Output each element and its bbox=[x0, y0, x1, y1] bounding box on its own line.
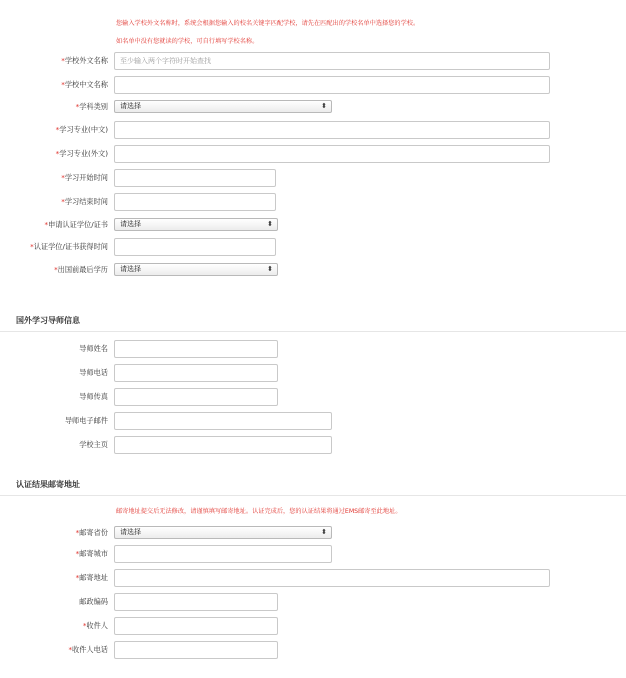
label-study-end: 学习结束时间 bbox=[64, 197, 108, 206]
label-mail-province: 邮寄省份 bbox=[79, 528, 108, 537]
label-tutor-name: 导师姓名 bbox=[79, 344, 108, 353]
row-tutor-phone bbox=[0, 364, 626, 382]
tutor-section-divider bbox=[0, 331, 626, 332]
degree-obtained-input[interactable] bbox=[114, 238, 276, 256]
label-tutor-email: 导师电子邮件 bbox=[64, 416, 108, 425]
label-study-start: 学习开始时间 bbox=[64, 173, 108, 182]
label-major-foreign: 学习专业(外文) bbox=[59, 149, 108, 158]
label-degree-apply: 申请认证学位/证书 bbox=[48, 220, 108, 229]
required-mark: * bbox=[82, 621, 87, 630]
label-major-cn: 学习专业(中文) bbox=[59, 125, 108, 134]
major-cn-input[interactable] bbox=[114, 121, 550, 139]
required-mark: * bbox=[44, 220, 49, 229]
study-end-input[interactable] bbox=[114, 193, 276, 211]
label-pre-abroad-edu: 出国前最后学历 bbox=[57, 265, 108, 274]
required-mark: * bbox=[75, 102, 80, 111]
row-degree-apply bbox=[0, 216, 626, 234]
row-school-chinese-name bbox=[0, 76, 626, 94]
required-mark: * bbox=[75, 549, 80, 558]
mail-city-input[interactable] bbox=[114, 545, 332, 563]
required-mark: * bbox=[54, 265, 58, 274]
label-tutor-fax: 导师传真 bbox=[79, 392, 108, 401]
row-major-cn bbox=[0, 121, 626, 139]
row-major-foreign bbox=[0, 145, 626, 163]
tutor-email-input[interactable] bbox=[114, 412, 332, 430]
required-mark: * bbox=[75, 528, 80, 537]
row-school-foreign-name bbox=[0, 52, 626, 70]
required-mark: * bbox=[61, 80, 65, 89]
tutor-fax-input[interactable] bbox=[114, 388, 278, 406]
row-recipient bbox=[0, 617, 626, 635]
required-mark: * bbox=[55, 149, 60, 158]
row-mail-province bbox=[0, 524, 626, 542]
label-mail-address: 邮寄地址 bbox=[79, 573, 108, 582]
school-name-note-1: 您输入学校外文名称时，系统会根据您输入的校名关键字匹配学校，请先在匹配出的学校名单中选择您的学校。 bbox=[116, 20, 420, 27]
required-mark: * bbox=[61, 197, 65, 206]
major-foreign-input[interactable] bbox=[114, 145, 550, 163]
mail-address-input[interactable] bbox=[114, 569, 550, 587]
tutor-phone-input[interactable] bbox=[114, 364, 278, 382]
tutor-name-input[interactable] bbox=[114, 340, 278, 358]
discipline-select-value: 请选择 bbox=[120, 102, 141, 110]
required-mark: * bbox=[61, 56, 65, 65]
tutor-section-title: 国外学习导师信息 bbox=[16, 316, 80, 325]
mail-section-divider bbox=[0, 495, 626, 496]
required-mark: * bbox=[61, 173, 65, 182]
label-school-chinese-name: 学校中文名称 bbox=[64, 80, 108, 89]
label-recipient: 收件人 bbox=[86, 621, 108, 630]
recipient-input[interactable] bbox=[114, 617, 278, 635]
row-tutor-fax bbox=[0, 388, 626, 406]
school-name-note-2: 如名单中没有您就读的学校，可自行填写学校名称。 bbox=[116, 38, 259, 45]
row-discipline bbox=[0, 98, 626, 116]
row-tutor-name bbox=[0, 340, 626, 358]
row-pre-abroad-edu bbox=[0, 261, 626, 279]
row-study-start bbox=[0, 169, 626, 187]
required-mark: * bbox=[75, 573, 80, 582]
up-down-arrows-icon: ⬍ bbox=[267, 220, 273, 228]
label-tutor-phone: 导师电话 bbox=[79, 368, 108, 377]
label-discipline: 学科类别 bbox=[79, 102, 108, 111]
recipient-phone-input[interactable] bbox=[114, 641, 278, 659]
required-mark: * bbox=[30, 242, 34, 251]
row-school-homepage bbox=[0, 436, 626, 454]
label-recipient-phone: 收件人电话 bbox=[72, 645, 108, 654]
row-degree-obtained bbox=[0, 238, 626, 256]
required-mark: * bbox=[55, 125, 60, 134]
row-recipient-phone bbox=[0, 641, 626, 659]
label-mail-city: 邮寄城市 bbox=[79, 549, 108, 558]
school-chinese-name-input[interactable] bbox=[114, 76, 550, 94]
required-mark: * bbox=[68, 645, 73, 654]
postal-code-input[interactable] bbox=[114, 593, 278, 611]
up-down-arrows-icon: ⬍ bbox=[321, 528, 327, 536]
row-mail-address bbox=[0, 569, 626, 587]
row-study-end bbox=[0, 193, 626, 211]
pre-abroad-edu-select-value: 请选择 bbox=[120, 265, 141, 273]
label-school-foreign-name: 学校外文名称 bbox=[64, 56, 108, 65]
row-postal-code bbox=[0, 593, 626, 611]
up-down-arrows-icon: ⬍ bbox=[267, 265, 273, 273]
label-degree-obtained: 认证学位/证书获得时间 bbox=[33, 242, 108, 251]
label-postal-code: 邮政编码 bbox=[79, 597, 108, 606]
degree-apply-select[interactable] bbox=[114, 218, 278, 231]
school-homepage-input[interactable] bbox=[114, 436, 332, 454]
up-down-arrows-icon: ⬍ bbox=[321, 102, 327, 110]
mail-province-select-value: 请选择 bbox=[120, 528, 141, 536]
degree-apply-select-value: 请选择 bbox=[120, 220, 141, 228]
mail-address-note: 邮寄地址提交后无法修改，请谨慎填写邮寄地址。认证完成后，您的认证结果将通过EMS邮寄至此地址。 bbox=[116, 508, 402, 515]
label-school-homepage: 学校主页 bbox=[79, 440, 108, 449]
school-foreign-name-input[interactable] bbox=[114, 52, 550, 70]
row-tutor-email bbox=[0, 412, 626, 430]
mail-province-select[interactable] bbox=[114, 526, 332, 539]
study-start-input[interactable] bbox=[114, 169, 276, 187]
row-mail-city bbox=[0, 545, 626, 563]
discipline-select[interactable] bbox=[114, 100, 332, 113]
pre-abroad-edu-select[interactable] bbox=[114, 263, 278, 276]
mail-section-title: 认证结果邮寄地址 bbox=[16, 480, 80, 489]
